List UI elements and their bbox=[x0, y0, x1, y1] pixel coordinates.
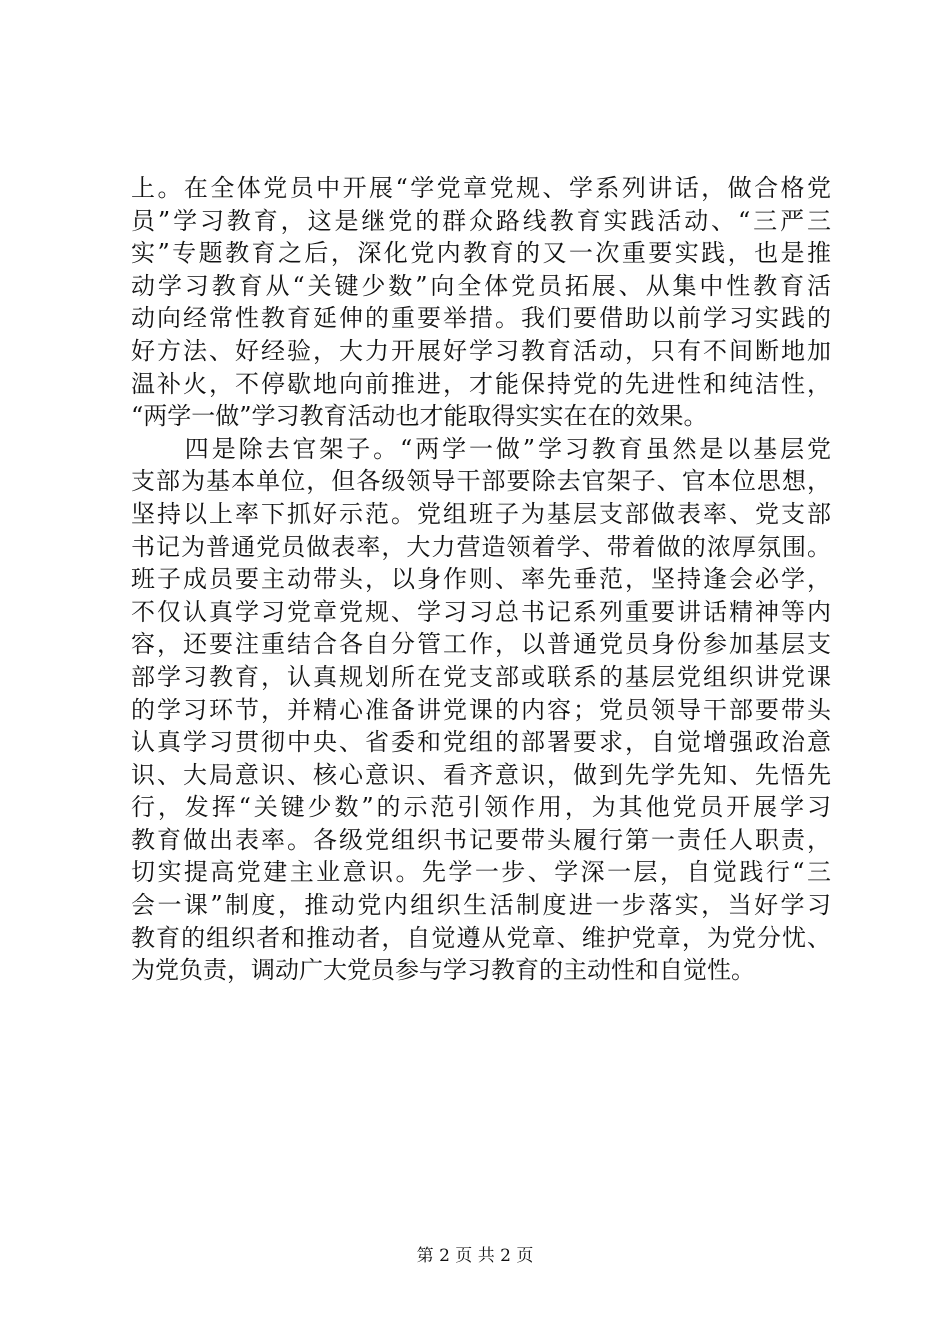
text-line: 动学习教育从“关键少数”向全体党员拓展、从集中性教育活 bbox=[131, 271, 831, 300]
text-line: 部学习教育，认真规划所在党支部或联系的基层党组织讲党课 bbox=[131, 662, 831, 691]
text-line: 好方法、好经验，大力开展好学习教育活动，只有不间断地加 bbox=[131, 336, 831, 365]
page-number-label: 第 2 页 共 2 页 bbox=[416, 1246, 534, 1266]
text-line: 容，还要注重结合各自分管工作，以普通党员身份参加基层支 bbox=[131, 630, 831, 659]
text-line: 会一课”制度，推动党内组织生活制度进一步落实，当好学习 bbox=[131, 891, 831, 920]
text-line: 实”专题教育之后，深化党内教育的又一次重要实践，也是推 bbox=[131, 239, 831, 268]
text-line: 上。在全体党员中开展“学党章党规、学系列讲话，做合格党 bbox=[131, 174, 831, 202]
text-line: 不仅认真学习党章党规、学习习总书记系列重要讲话精神等内 bbox=[131, 597, 831, 626]
text-line: 为党负责，调动广大党员参与学习教育的主动性和自觉性。 bbox=[131, 956, 755, 985]
text-line: 员”学习教育，这是继党的群众路线教育实践活动、“三严三 bbox=[131, 206, 831, 235]
text-line: 温补火，不停歇地向前推进，才能保持党的先进性和纯洁性， bbox=[131, 369, 831, 398]
text-line: 书记为普通党员做表率，大力营造领着学、带着做的浓厚氛围。 bbox=[131, 532, 831, 561]
text-line: 行，发挥“关键少数”的示范引领作用，为其他党员开展学习 bbox=[131, 793, 831, 822]
text-line: 认真学习贯彻中央、省委和党组的部署要求，自觉增强政治意 bbox=[131, 728, 831, 757]
text-line: 的学习环节，并精心准备讲党课的内容；党员领导干部要带头 bbox=[131, 695, 831, 724]
text-line: 动向经常性教育延伸的重要举措。我们要借助以前学习实践的 bbox=[131, 304, 831, 333]
text-line: 班子成员要主动带头，以身作则、率先垂范，坚持逢会必学， bbox=[131, 565, 831, 594]
text-line: 四是除去官架子。“两学一做”学习教育虽然是以基层党 bbox=[131, 434, 831, 463]
document-body bbox=[131, 172, 831, 987]
text-line: 教育的组织者和推动者，自觉遵从党章、维护党章，为党分忧、 bbox=[131, 923, 831, 952]
text-line: 识、大局意识、核心意识、看齐意识，做到先学先知、先悟先 bbox=[131, 760, 831, 789]
text-line: 坚持以上率下抓好示范。党组班子为基层支部做表率、党支部 bbox=[131, 499, 831, 528]
text-line: 教育做出表率。各级党组织书记要带头履行第一责任人职责， bbox=[131, 825, 831, 854]
text-line: 切实提高党建主业意识。先学一步、学深一层，自觉践行“三 bbox=[131, 858, 831, 887]
page-footer bbox=[0, 1244, 950, 1268]
text-line: “两学一做”学习教育活动也才能取得实实在在的效果。 bbox=[131, 402, 708, 431]
text-line: 支部为基本单位，但各级领导干部要除去官架子、官本位思想， bbox=[131, 467, 831, 496]
